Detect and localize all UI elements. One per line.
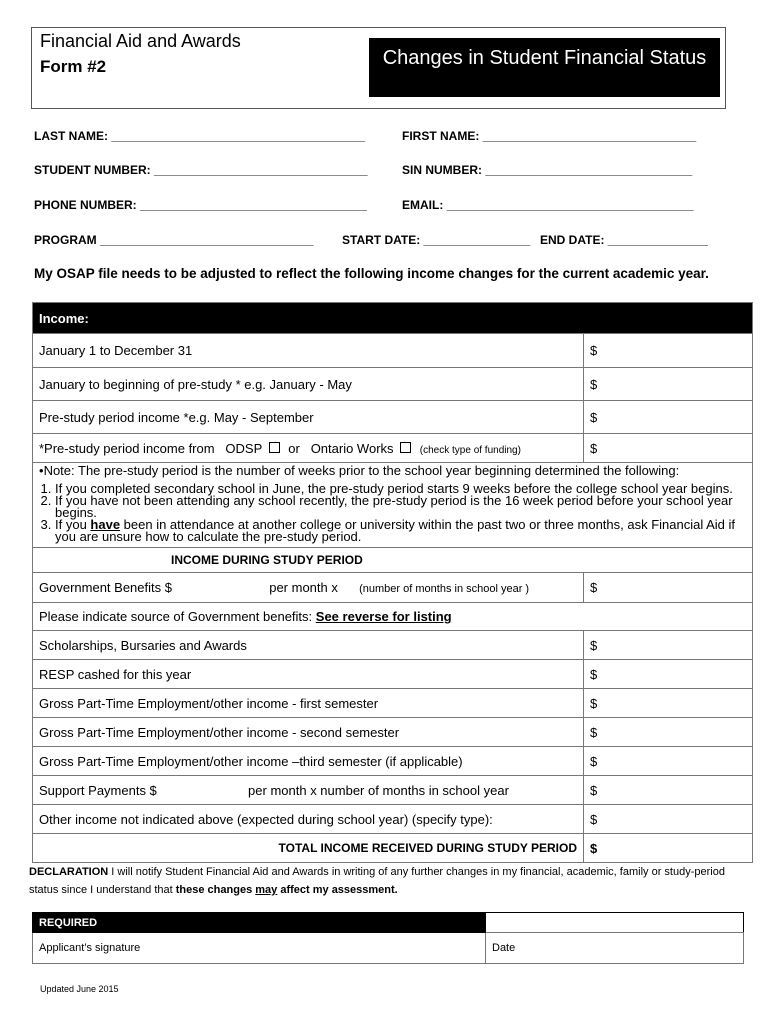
row-label: Other income not indicated above (expected during school year) (specify type): — [33, 805, 584, 834]
row-label: Gross Part-Time Employment/other income - first semester — [33, 689, 584, 718]
gov-benefits-cell — [33, 573, 584, 603]
row-label: RESP cashed for this year — [33, 660, 584, 689]
form-title: Changes in Student Financial Status — [369, 38, 720, 97]
amount-cell[interactable]: $ — [584, 368, 753, 401]
row-label: January 1 to December 31 — [33, 334, 584, 368]
row-label: Gross Part-Time Employment/other income –third semester (if applicable) — [33, 747, 584, 776]
required-header: REQUIRED — [33, 913, 486, 933]
signature-row — [33, 933, 744, 964]
gov-source-cell — [33, 603, 753, 631]
start-date-field[interactable]: START DATE: ________________ — [342, 233, 531, 247]
table-row — [33, 434, 753, 463]
note-lead: •Note: The pre-study period is the number of weeks prior to the school year beginning determined the following: — [39, 463, 680, 478]
amount-cell[interactable]: $ — [584, 718, 753, 747]
row-label: January to beginning of pre-study * e.g. January - May — [33, 368, 584, 401]
last-name-field[interactable]: LAST NAME: ______________________________________ — [34, 129, 365, 143]
required-header-blank — [486, 913, 744, 933]
support-payments-label: Support Payments $ — [39, 782, 157, 798]
declaration-may: may — [255, 884, 278, 896]
amount-cell[interactable]: $ — [584, 747, 753, 776]
ontario-works-label: Ontario Works — [310, 440, 394, 456]
student-number-field[interactable]: STUDENT NUMBER: ________________________________ — [34, 163, 368, 177]
applicant-signature-field[interactable]: Applicant’s signature — [33, 933, 486, 964]
amount-cell[interactable]: $ — [584, 334, 753, 368]
table-row — [33, 631, 753, 660]
end-date-field[interactable]: END DATE: _______________ — [540, 233, 708, 247]
income-header: Income: — [33, 303, 753, 334]
per-month-label: per month x — [269, 580, 338, 595]
table-row — [33, 747, 753, 776]
note-row — [33, 463, 753, 548]
declaration-lead: DECLARATION — [29, 866, 109, 878]
form-number: Form #2 — [40, 57, 107, 76]
total-label: TOTAL INCOME RECEIVED DURING STUDY PERIOD — [33, 834, 584, 863]
program-field[interactable]: PROGRAM ________________________________ — [34, 233, 314, 247]
org-name: Financial Aid and Awards — [40, 31, 241, 51]
support-payments-cell — [33, 776, 584, 805]
email-field[interactable]: EMAIL: _____________________________________ — [402, 198, 694, 212]
table-row — [33, 573, 753, 603]
prestudy-funding-cell — [33, 434, 584, 463]
income-table — [32, 302, 753, 863]
list-item: 1. If you completed secondary school in June, the pre-study period starts 9 weeks before the college school year begins. — [55, 483, 746, 495]
amount-cell[interactable]: $ — [584, 434, 753, 463]
amount-cell[interactable]: $ — [584, 805, 753, 834]
sin-number-field[interactable]: SIN NUMBER: _______________________________ — [402, 163, 693, 177]
declaration-bold-end: affect my assessment. — [277, 884, 398, 896]
first-name-field[interactable]: FIRST NAME: ________________________________ — [402, 129, 697, 143]
gov-source-label: Please indicate source of Government benefits: — [39, 609, 313, 624]
declaration — [29, 863, 744, 899]
table-row — [33, 805, 753, 834]
study-period-header: INCOME DURING STUDY PERIOD — [33, 548, 753, 573]
table-row — [33, 603, 753, 631]
amount-cell[interactable]: $ — [584, 660, 753, 689]
note-cell — [33, 463, 753, 548]
income-header-row — [33, 303, 753, 334]
required-table — [32, 912, 744, 964]
amount-cell[interactable]: $ — [584, 401, 753, 434]
amount-cell[interactable]: $ — [584, 689, 753, 718]
row-label: Pre-study period income *e.g. May - September — [33, 401, 584, 434]
or-label: or — [288, 440, 300, 456]
list-item: 2. If you have not been attending any school recently, the pre-study period is the 16 week period before your school year begins. — [55, 495, 746, 519]
study-period-header-row — [33, 548, 753, 573]
table-row — [33, 660, 753, 689]
date-field[interactable]: Date — [486, 933, 744, 964]
declaration-bold: these changes — [175, 884, 256, 896]
table-row — [33, 689, 753, 718]
required-header-row — [33, 913, 744, 933]
table-row — [33, 334, 753, 368]
amount-cell[interactable]: $ — [584, 776, 753, 805]
list-item: 3. If you have been in attendance at another college or university within the past two or three months, ask Financial Aid if you are unsure how to calculate the pre-study period. — [55, 519, 746, 543]
ontario-works-checkbox[interactable] — [400, 442, 411, 453]
amount-cell[interactable]: $ — [584, 631, 753, 660]
table-row — [33, 368, 753, 401]
amount-cell[interactable]: $ — [584, 573, 753, 603]
table-row — [33, 776, 753, 805]
row-label: Gross Part-Time Employment/other income - second semester — [33, 718, 584, 747]
gov-benefits-label: Government Benefits $ — [39, 580, 172, 595]
see-reverse-link[interactable]: See reverse for listing — [315, 609, 452, 624]
support-per-month-label: per month x number of months in school year — [248, 782, 509, 798]
total-row — [33, 834, 753, 863]
declaration-text: I will notify Student Financial Aid and Awards in writing of any further changes in my financial, academic, family or study-period status since I understand that — [29, 866, 725, 896]
months-hint: (number of months in school year ) — [359, 583, 530, 595]
note-list — [39, 483, 746, 543]
prestudy-label: *Pre-study period income from — [39, 440, 215, 456]
phone-number-field[interactable]: PHONE NUMBER: __________________________________ — [34, 198, 367, 212]
total-amount-cell[interactable]: $ — [584, 834, 753, 863]
row-label: Scholarships, Bursaries and Awards — [33, 631, 584, 660]
check-type-hint: (check type of funding) — [419, 444, 521, 456]
instruction-text: My OSAP file needs to be adjusted to reflect the following income changes for the current academic year. — [34, 266, 709, 281]
footer-updated: Updated June 2015 — [40, 984, 119, 994]
odsp-label: ODSP — [225, 440, 263, 456]
table-row — [33, 401, 753, 434]
table-row — [33, 718, 753, 747]
odsp-checkbox[interactable] — [269, 442, 280, 453]
